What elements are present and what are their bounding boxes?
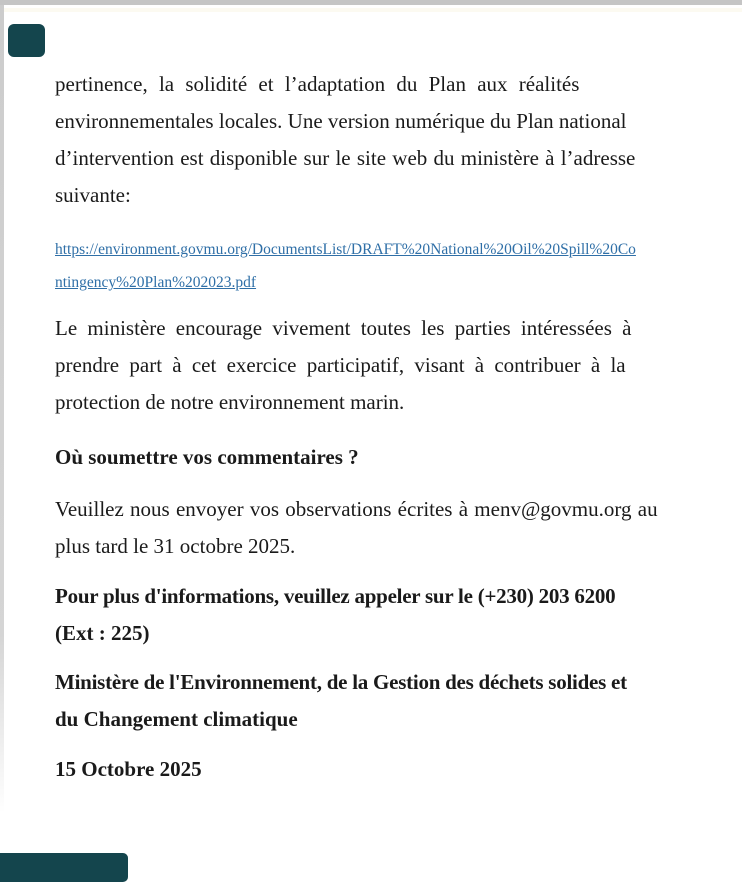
paragraph-line: protection de notre environnement marin. [55, 390, 405, 414]
document-content [55, 66, 687, 788]
paragraph-line: Veuillez nous envoyer vos observations écrites à menv@govmu.org au [55, 497, 658, 521]
paragraph-line: d’intervention est disponible sur le site web du ministère à l’adresse [55, 146, 636, 170]
scan-tint-band [0, 8, 742, 12]
date-line: 15 Octobre 2025 [55, 757, 202, 781]
paragraph-phone-info [55, 578, 687, 652]
paragraph-intro [55, 66, 687, 214]
paragraph-line: pertinence, la solidité et l’adaptation du Plan aux réalités [55, 72, 580, 96]
pdf-link-line-2[interactable]: ntingency%20Plan%202023.pdf [55, 274, 257, 291]
paragraph-encourage [55, 310, 687, 421]
paragraph-line: du Changement climatique [55, 707, 298, 731]
scan-edge-top [0, 0, 742, 5]
pdf-link-line-1[interactable]: https://environment.govmu.org/DocumentsList/DRAFT%20National%20Oil%20Spill%20Co [55, 241, 636, 258]
scan-edge-left [0, 5, 4, 813]
overlay-mark-bottom-left [0, 853, 128, 882]
paragraph-line: Le ministère encourage vivement toutes les parties intéressées à [55, 316, 632, 340]
paragraph-line: plus tard le 31 octobre 2025. [55, 534, 296, 558]
overlay-mark-top-left [8, 24, 45, 57]
paragraph-ministry-signature [55, 664, 687, 738]
paragraph-submit [55, 491, 687, 565]
paragraph-line: Pour plus d'informations, veuillez appeler sur le (+230) 203 6200 [55, 584, 616, 608]
paragraph-line: (Ext : 225) [55, 621, 150, 645]
paragraph-line: suivante: [55, 183, 131, 207]
document-date [55, 751, 687, 788]
heading-line: Où soumettre vos commentaires ? [55, 445, 359, 469]
heading-where-to-submit [55, 439, 687, 476]
paragraph-line: Ministère de l'Environnement, de la Gestion des déchets solides et [55, 670, 627, 694]
pdf-link-block [55, 233, 687, 299]
paragraph-line: prendre part à cet exercice participatif, visant à contribuer à la [55, 353, 626, 377]
paragraph-line: environnementales locales. Une version numérique du Plan national [55, 109, 627, 133]
